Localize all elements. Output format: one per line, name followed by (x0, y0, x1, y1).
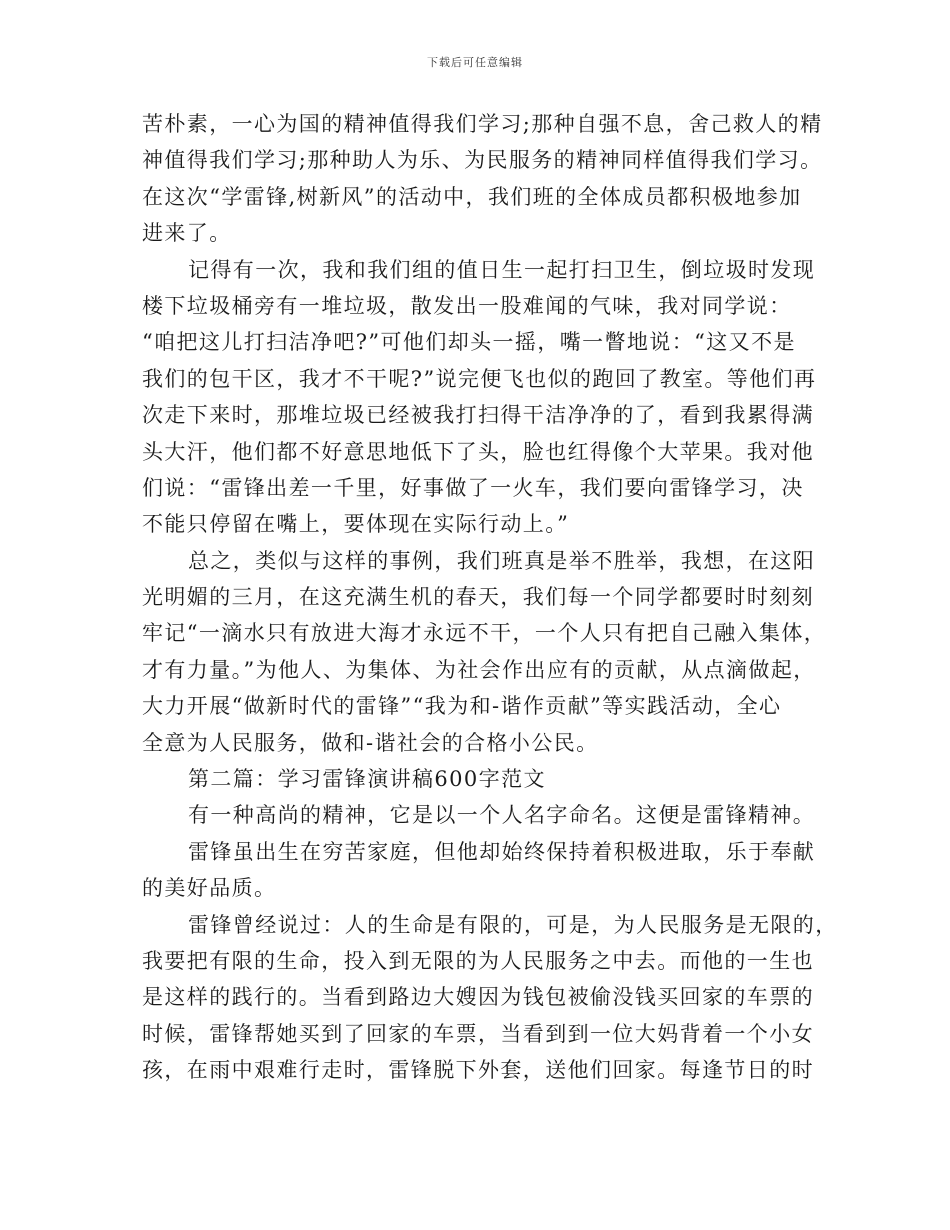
text-line: 头大汗，他们都不好意思地低下了头，脸也红得像个大苹果。我对他 (142, 439, 814, 464)
text-line: 才有力量。”为他人、为集体、为社会作出应有的贡献，从点滴做起， (142, 657, 816, 682)
text-line: 光明媚的三月，在这充满生机的春天，我们每一个同学都要时时刻刻 (142, 585, 814, 610)
text-line: 第二篇：学习雷锋演讲稿600字范文 (188, 767, 546, 792)
text-line: 孩，在雨中艰难行走时，雷锋脱下外套，送他们回家。每逢节日的时 (142, 1058, 814, 1083)
text-line: 们说：“雷锋出差一千里，好事做了一火车，我们要向雷锋学习，决 (142, 475, 804, 500)
text-line: 记得有一次，我和我们组的值日生一起打扫卫生，倒垃圾时发现 (188, 257, 816, 282)
text-line: “咱把这儿打扫洁净吧?”可他们却头一摇，嘴一瞥地说：“这又不是 (142, 330, 796, 355)
text-line: 时候，雷锋帮她买到了回家的车票，当看到到一位大妈背着一个小女 (142, 1021, 814, 1046)
text-line: 不能只停留在嘴上，要体现在实际行动上。” (142, 512, 570, 537)
text-line: 进来了。 (142, 221, 232, 246)
document-body (142, 106, 838, 1089)
text-line: 神值得我们学习;那种助人为乐、为民服务的精神同样值得我们学习。 (142, 148, 823, 173)
text-line: 楼下垃圾桶旁有一堆垃圾，散发出一股难闻的气味，我对同学说： (142, 293, 792, 318)
text-line: 的美好品质。 (142, 876, 277, 901)
page-header: 下载后可任意编辑 (427, 56, 523, 69)
text-line: 总之，类似与这样的事例，我们班真是举不胜举，我想，在这阳 (188, 548, 816, 573)
text-line: 雷锋曾经说过：人的生命是有限的，可是，为人民服务是无限的， (188, 912, 838, 937)
text-line: 是这样的践行的。当看到路边大嫂因为钱包被偷没钱买回家的车票的 (142, 985, 814, 1010)
text-line: 我们的包干区，我才不干呢?”说完便飞也似的跑回了教室。等他们再 (142, 366, 817, 391)
text-line: 牢记“一滴水只有放进大海才永远不干，一个人只有把自己融入集体， (142, 621, 827, 646)
text-line: 雷锋虽出生在穷苦家庭，但他却始终保持着积极进取，乐于奉献 (188, 839, 816, 864)
text-line: 苦朴素，一心为国的精神值得我们学习;那种自强不息，舍己救人的精 (142, 112, 823, 136)
text-line: 在这次“学雷锋,树新风”的活动中，我们班的全体成员都积极地参加 (142, 184, 802, 209)
text-line: 全意为人民服务，做和-谐社会的合格小公民。 (142, 730, 599, 755)
text-line: 大力开展“做新时代的雷锋”“我为和-谐作贡献”等实践活动，全心 (142, 694, 782, 719)
text-line: 次走下来时，那堆垃圾已经被我打扫得干洁净净的了，看到我累得满 (142, 403, 814, 428)
text-line: 有一种高尚的精神，它是以一个人名字命名。这便是雷锋精神。 (188, 803, 816, 828)
text-line: 我要把有限的生命，投入到无限的为人民服务之中去。而他的一生也 (142, 948, 814, 973)
